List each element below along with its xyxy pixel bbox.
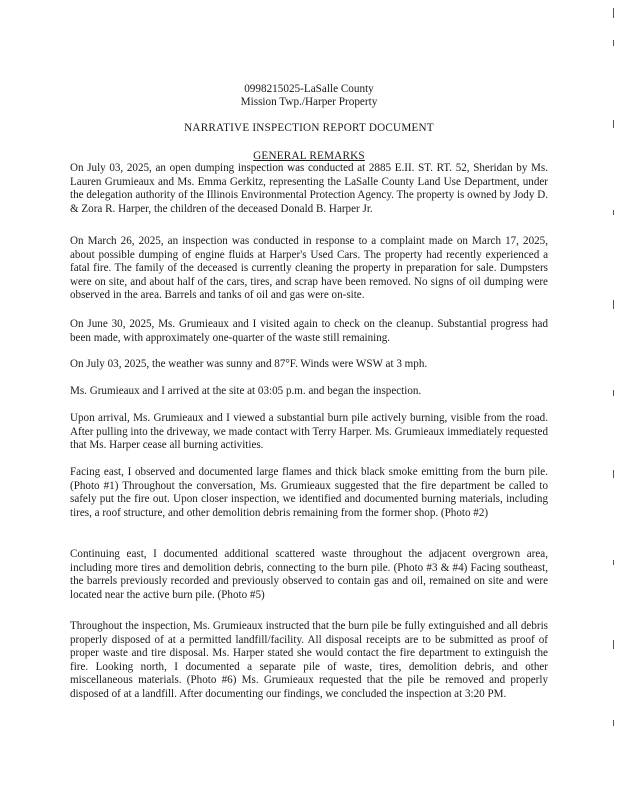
paragraph-arrival: Ms. Grumieaux and I arrived at the site at 03:05 p.m. and began the inspection. [70, 385, 422, 397]
paragraph-june-visit: On June 30, 2025, Ms. Grumieaux and I visited again to check on the cleanup. Substantial progress had been made, with approximately one-quarter of the waste still remaining. [70, 318, 548, 344]
document-title: NARRATIVE INSPECTION REPORT DOCUMENT [184, 122, 434, 134]
section-heading-general-remarks: GENERAL REMARKS [253, 150, 365, 162]
paragraph-burn-pile-observed: Upon arrival, Ms. Grumieaux and I viewed a substantial burn pile actively burning, visible from the road. After pulling into the driveway, we made contact with Terry Harper. Ms. Grumieaux immediately requested that Ms. Harper cease all burning activities. [70, 412, 548, 452]
paragraph-facing-east: Facing east, I observed and documented large flames and thick black smoke emitting from the burn pile. (Photo #1) Throughout the conversation, Ms. Grumieaux suggested that the fire department be called to safely put the fire out. Upon closer inspection, we identified and documented burning materials, including tires, a roof structure, and other demolition debris remaining from the former shop. (Photo #2) [70, 466, 548, 519]
paragraph-march-inspection: On March 26, 2025, an inspection was conducted in response to a complaint made on March 17, 2025, about possible dumping of engine fluids at Harper's Used Cars. The property had recently experienced a fatal fire. The family of the deceased is currently cleaning the property in preparation for sale. Dumpsters were on site, and about half of the cars, tires, and scrap have been removed. No signs of oil dumping were observed in the area. Barrels and tanks of oil and gas were on-site. [70, 235, 548, 302]
scan-edge-marks [604, 0, 614, 800]
paragraph-weather: On July 03, 2025, the weather was sunny and 87°F. Winds were WSW at 3 mph. [70, 358, 428, 370]
document-header-property: Mission Twp./Harper Property [240, 96, 378, 108]
paragraph-instructions-conclusion: Throughout the inspection, Ms. Grumieaux instructed that the burn pile be fully extinguished and all debris properly disposed of at a permitted landfill/facility. All disposal receipts are to be submitted as proof of proper waste and tire disposal. Ms. Harper stated she would contact the fire department to extinguish the fire. Looking north, I documented a separate pile of waste, tires, demolition debris, and other miscellaneous materials. (Photo #6) Ms. Grumieaux requested that the pile be removed and properly disposed of at a landfill. After documenting our findings, we concluded the inspection at 3:20 PM. [70, 620, 548, 700]
paragraph-continuing-east: Continuing east, I documented additional scattered waste throughout the adjacent overgrown area, including more tires and demolition debris, connecting to the burn pile. (Photo #3 & #4) Facing southeast, the barrels previously recorded and previously observed to contain gas and oil, remained on site and were located near the active burn pile. (Photo #5) [70, 548, 548, 601]
paragraph-inspection-summary: On July 03, 2025, an open dumping inspection was conducted at 2885 E.II. ST. RT. 52, Sheridan by Ms. Lauren Grumieaux and Ms. Emma Gerkitz, representing the LaSalle County Land Use Department, under the delegation authority of the Illinois Environmental Protection Agency. The property is owned by Jody D. & Zora R. Harper, the children of the deceased Donald B. Harper Jr. [70, 162, 548, 215]
document-header-case-id: 0998215025-LaSalle County [244, 83, 374, 95]
